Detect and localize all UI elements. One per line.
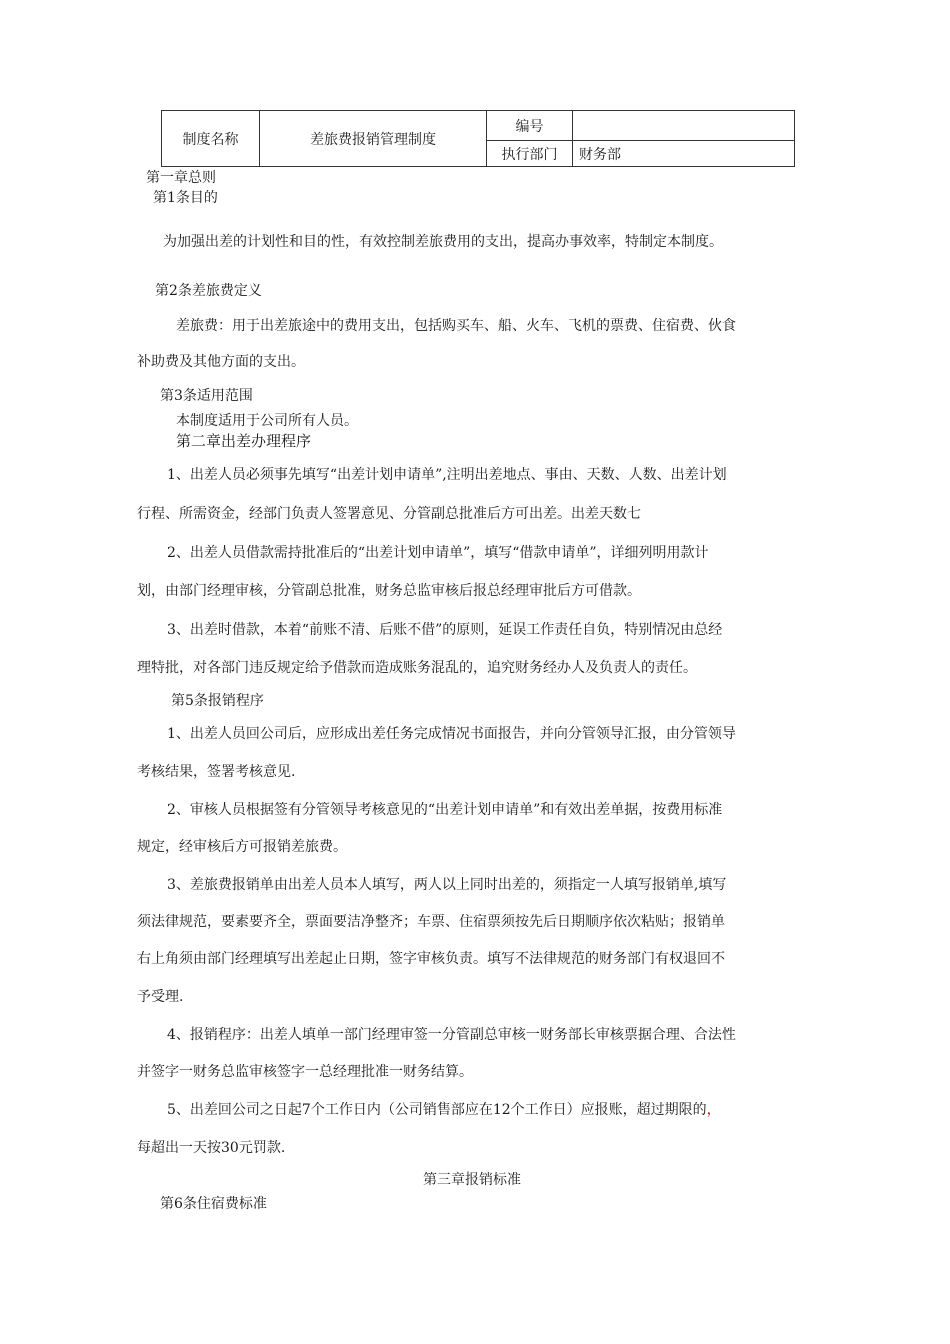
article-5-title: 第5条报销程序 (171, 693, 264, 709)
para-3-line1: 3、出差时借款，本着“前账不清、后账不借”的原则，延误工作责任自负，特别情况由总经 (167, 622, 723, 638)
article-3-title: 第3条适用范围 (160, 388, 253, 404)
name-label: 制度名称 (162, 111, 260, 167)
chapter-3-title: 第三章报销标准 (423, 1172, 521, 1188)
a5-para-4-line2: 并签字一财务总监审核签字一总经理批准一财务结算。 (137, 1064, 473, 1080)
dept-label: 执行部门 (487, 141, 573, 167)
para-2-line2: 划，由部门经理审核，分管副总批准，财务总监审核后报总经理审批后方可借款。 (137, 583, 641, 599)
a5-para-5-text: 5、出差回公司之日起7个工作日内（公司销售部应在12个工作日）应报账，超过期限的 (167, 1102, 707, 1118)
number-value (573, 111, 795, 141)
article-2-title: 第2条差旅费定义 (155, 283, 262, 299)
number-label: 编号 (487, 111, 573, 141)
name-value: 差旅费报销管理制度 (260, 111, 487, 167)
para-3-line2: 理特批，对各部门违反规定给予借款而造成账务混乱的，追究财务经办人及负责人的责任。 (137, 660, 697, 676)
para-2-line1: 2、出差人员借款需持批准后的“出差计划申请单”，填写“借款申请单”，详细列明用款计 (167, 545, 709, 561)
a5-para-3-line3: 右上角须由部门经理填写出差起止日期，签字审核负责。填写不法律规范的财务部门有权退回不 (137, 951, 725, 967)
a5-para-5-line1 (167, 1099, 721, 1119)
article-2-text-line1: 差旅费：用于出差旅途中的费用支出，包括购买车、船、火车、飞机的票费、住宿费、伙食 (176, 318, 736, 334)
a5-para-5-red-comma: ， (706, 1102, 721, 1118)
a5-para-2-line1: 2、审核人员根据签有分管领导考核意见的“出差计划申请单”和有效出差单据，按费用标准 (167, 802, 723, 818)
para-1-line1: 1、出差人员必须事先填写“出差计划申请单”,注明出差地点、事由、天数、人数、出差计划 (167, 467, 727, 483)
article-1-title: 第1条目的 (153, 190, 218, 206)
dept-value: 财务部 (573, 141, 795, 167)
a5-para-2-line2: 规定，经审核后方可报销差旅费。 (137, 839, 347, 855)
a5-para-1-line1: 1、出差人员回公司后，应形成出差任务完成情况书面报告，并向分管领导汇报，由分管领导 (167, 726, 736, 742)
header-table (161, 110, 795, 167)
a5-para-3-line4: 予受理. (137, 989, 184, 1005)
article-3-text: 本制度适用于公司所有人员。 (176, 413, 358, 429)
a5-para-4-line1: 4、报销程序：出差人填单一部门经理审签一分管副总审核一财务部长审核票据合理、合法性 (167, 1027, 736, 1043)
article-1-text: 为加强出差的计划性和目的性，有效控制差旅费用的支出，提高办事效率，特制定本制度。 (163, 234, 723, 250)
a5-para-1-line2: 考核结果，签署考核意见. (137, 764, 296, 780)
article-2-text-line2: 补助费及其他方面的支出。 (137, 354, 305, 370)
chapter-2-title: 第二章出差办理程序 (176, 432, 312, 450)
article-6-title: 第6条住宿费标准 (160, 1196, 267, 1212)
a5-para-3-line1: 3、差旅费报销单由出差人员本人填写，两人以上同时出差的，须指定一人填写报销单,填写 (167, 877, 727, 893)
chapter-1-title: 第一章总则 (146, 170, 216, 186)
a5-para-5-line2: 每超出一天按30元罚款. (137, 1140, 286, 1156)
para-1-line2: 行程、所需资金，经部门负责人签署意见、分管副总批准后方可出差。出差天数七 (137, 506, 641, 522)
a5-para-3-line2: 须法律规范，要素要齐全，票面要洁净整齐；车票、住宿票须按先后日期顺序依次粘贴；报销单 (137, 914, 725, 930)
